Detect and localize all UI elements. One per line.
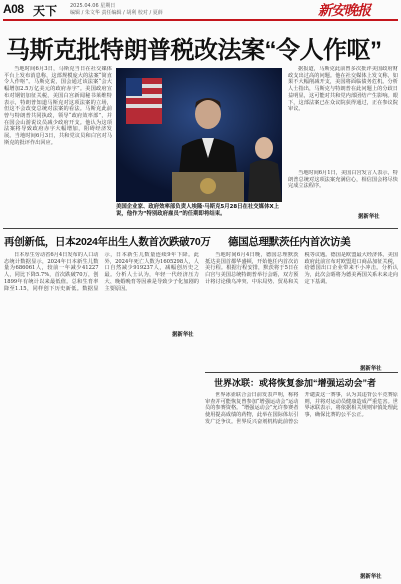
lead-right-text: 据报道，马斯克此前曾多次批评美国政府财政支出过高的问题。他在社交媒体上发文称，如果不大幅削减开支，美国将面临债务危机。分析人士指出，马斯克与特朗普在此问题上的分歧日益明显，这可能对共和党内部团结产生影响。眼下，这部法案已在众议院获得通过，正在参议院审议。 — [288, 66, 398, 113]
curling-headline: 世界冰联：或将恢复参加“增强运动会”者 — [214, 378, 377, 388]
lead-column-right-end — [288, 170, 398, 210]
lead-right-end-text: 当地时间6月1日，美国白宫发言人表示，特朗普总统对这项法案充满信心，相信国会将尽快完成立法程序。 — [288, 170, 398, 190]
japan-story-text: 日本厚生劳动省6月4日发布的人口动态统计数据显示，2024年日本新生儿数量为686061人，较前一年减少41227人，同比下降5.7%，首次跌破70万，创1899年有统计以来最低值。总和生育率降至1.15，同样创下历史新低。数据显示，日本新生儿数量连续9年下降。此外，2024年死亡人数为1605298人，人口自然减少919237人，减幅创历史之最。分析人士认为，年轻一代经济压力大、晚婚晚育等因素是导致少子化加剧的主要原因。 — [4, 252, 199, 292]
photo-caption: 美国企业家、政府效率部负责人埃隆·马斯克5月28日在社交媒体X上说，他作为“特别政府雇员”的任期即将结束。 — [116, 204, 280, 217]
header-rule — [3, 19, 398, 21]
merz-story-text: 当地时间6月4日晚，德国总理默茨抵达美国首都华盛顿，开始他任内首次访美行程。根据行程安排，默茨将于5日在白宫与美国总统特朗普举行会晤，双方预计将讨论俄乌冲突、中东局势、贸易和关税等议题。德国是欧盟最大经济体，美国政府此前宣布对欧盟进口商品加征关税，给德国出口企业带来不小冲击。分析认为，此次会晤将为德美两国关系未来走向定下基调。 — [205, 252, 398, 285]
lead-headline: 马斯克批特朗普税改法案“令人作呕” — [6, 37, 382, 64]
newspaper-masthead: 新安晚报 — [318, 3, 370, 19]
section-divider — [3, 228, 398, 229]
bottom-divider — [205, 372, 398, 373]
editor-credits: 编辑 / 朱文华 责任编辑 / 胡利 校对 / 夏薛 — [70, 10, 163, 16]
page-number: A08 — [3, 2, 24, 16]
japan-signature: 据新华社 — [172, 332, 194, 338]
merz-story-body — [205, 252, 398, 368]
lead-column-right — [288, 66, 398, 168]
japan-story-body — [4, 252, 199, 337]
section-name: 天下 — [33, 4, 58, 18]
lead-column-left — [4, 66, 112, 226]
issue-date: 2025.04.06 星期日 — [70, 3, 116, 9]
lead-photo — [116, 68, 282, 202]
musk-photo-illustration — [116, 68, 282, 202]
lead-left-text: 当地时间6月3日，马斯克当日在社交媒体平台上发布消息称，这部规模庞大的法案“简直令人作呕”。马斯克说，国会通过该法案“会大幅增加2.5万亿美元的政府赤字”。美国政府宣布对钢铝加征关税，美国白宫新闻秘书莱维特表示，特朗普知道马斯克对这项法案的立场，但这不会改变总统对法案的看法。马斯克此前曾与特朗普共同执政，领导“政府效率部”，并在国会山游说议员减少政府开支。他认为这项法案将导致政府赤字大幅增加，阻碍经济发展。当地时间6月3日，共和党议员和白宫对马斯克的批评作出回应。 — [4, 66, 112, 146]
merz-signature: 据新华社 — [360, 366, 382, 372]
blank-area — [4, 345, 199, 579]
japan-headline: 再创新低，日本2024年出生人数首次跌破70万 — [4, 236, 211, 248]
curling-story-body — [205, 392, 398, 578]
curling-signature: 据新华社 — [360, 574, 382, 580]
merz-headline: 德国总理默茨任内首次访美 — [228, 236, 351, 248]
lead-signature: 据新华社 — [358, 214, 380, 220]
curling-story-text: 世界冰壶联合会日前发表声明，称将审查并可能恢复曾参加“增强运动会”运动员的参赛资格。“增强运动会”允许参赛者使用提高成绩的药物，此举在国际体坛引发广泛争议。世界反兴奋剂机构此前曾公开谴责这一赛事，认为其违背公平竞赛原则，并将对运动员健康造成严重危害。世界冰联表示，将依据相关规则审慎处理此事，确保比赛的公平公正。 — [205, 392, 398, 425]
